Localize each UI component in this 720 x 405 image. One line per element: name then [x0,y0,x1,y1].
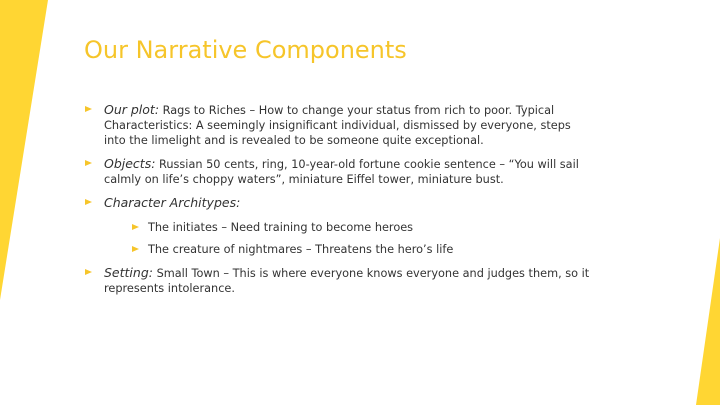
left-accent-shape [0,0,48,300]
bullet-heading: Setting: [104,265,153,280]
sub-bullet-list [104,220,594,257]
bullet-plot [84,102,594,148]
sub-bullet-initiates [128,220,594,235]
bullet-list [84,102,594,304]
bullet-arrow-icon [85,269,92,275]
bullet-arrow-icon [85,106,92,112]
bullet-text: Rags to Riches – How to change your status from rich to poor. Typical Characteristics: A seemingly insignificant individual, dismissed by everyone, steps into the limelight and is revealed to be someone quite exceptional. [104,104,571,147]
bullet-arrow-icon [85,160,92,166]
sub-bullet-arrow-icon [132,224,139,230]
bullet-character-archetypes [84,195,594,257]
bullet-heading: Our plot: [104,102,160,117]
bullet-text: Russian 50 cents, ring, 10-year-old fortune cookie sentence – “You will sail calmly on life’s choppy waters”, miniature Eiffel tower, miniature bust. [104,158,579,186]
sub-bullet-text: The initiates – Need training to become heroes [148,221,414,234]
bullet-arrow-icon [85,199,92,205]
sub-bullet-text: The creature of nightmares – Threatens the hero’s life [148,243,454,256]
bullet-text: Small Town – This is where everyone knows everyone and judges them, so it represents intolerance. [104,267,590,295]
bullet-setting [84,265,594,296]
slide-title: Our Narrative Components [84,36,407,64]
bullet-heading: Character Architypes: [104,195,241,210]
right-accent-shape [696,238,720,405]
sub-bullet-arrow-icon [132,246,139,252]
bullet-heading: Objects: [104,156,156,171]
sub-bullet-creature [128,242,594,257]
bullet-objects [84,156,594,187]
